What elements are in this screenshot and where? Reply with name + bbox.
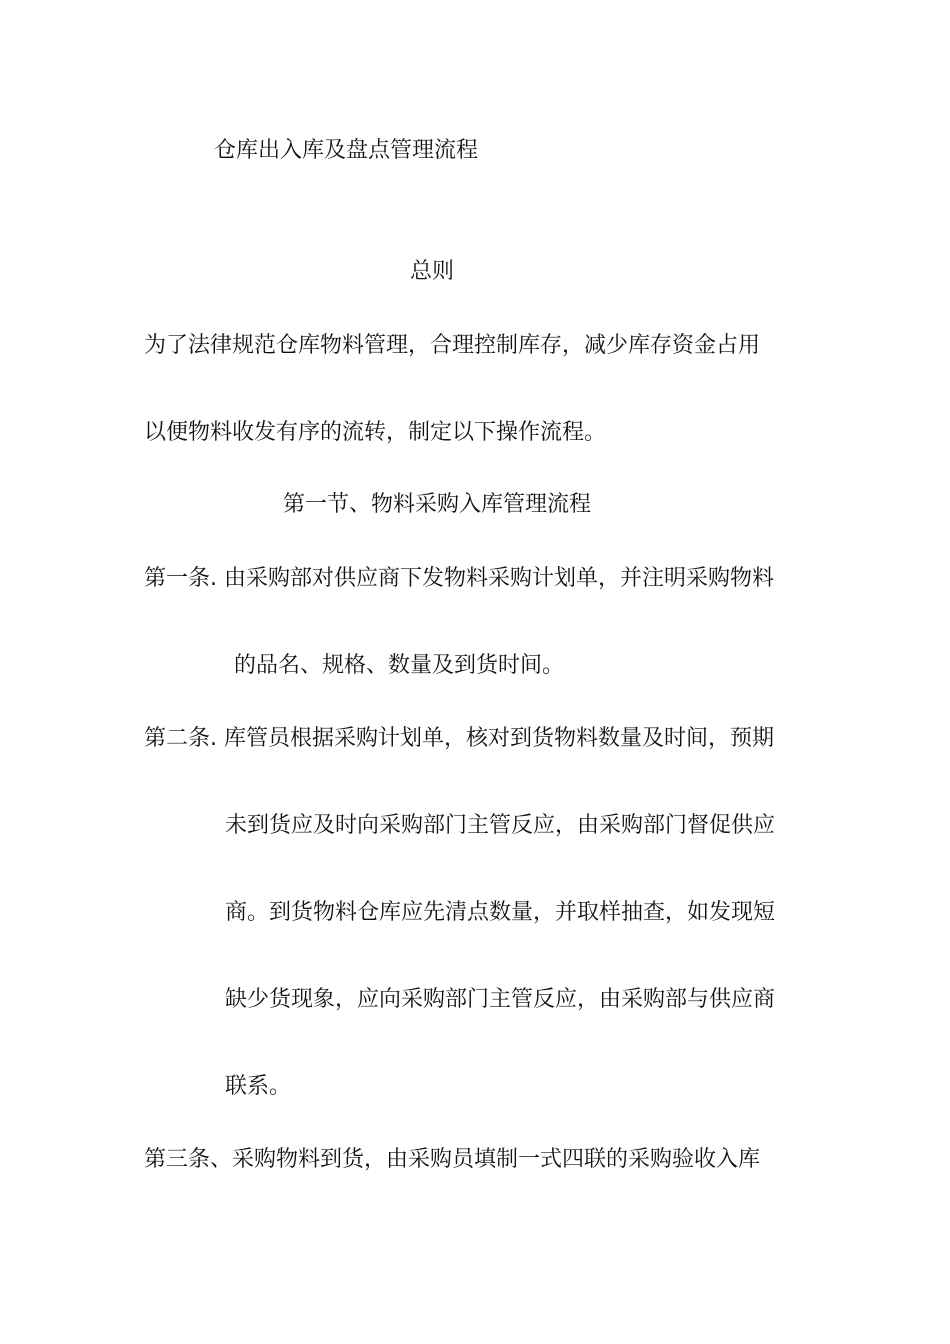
article-2-line: 商。到货物料仓库应先清点数量，并取样抽查，如发现短 <box>225 900 776 925</box>
article-2-line: 联系。 <box>225 1074 292 1099</box>
document-title: 仓库出入库及盘点管理流程 <box>214 138 479 163</box>
intro-line: 为了法律规范仓库物料管理，合理控制库存，减少库存资金占用 <box>144 333 761 358</box>
article-3-line: 第三条、采购物料到货，由采购员填制一式四联的采购验收入库 <box>144 1147 761 1172</box>
article-1-line: 的品名、规格、数量及到货时间。 <box>234 653 565 678</box>
article-2-line: 未到货应及时向采购部门主管反应，由采购部门督促供应 <box>225 813 776 838</box>
article-1-line: 第一条. 由采购部对供应商下发物料采购计划单，并注明采购物料 <box>144 566 774 591</box>
article-2-line: 缺少货现象，应向采购部门主管反应，由采购部与供应商 <box>225 987 776 1012</box>
article-2-line: 第二条. 库管员根据采购计划单，核对到货物料数量及时间，预期 <box>144 726 774 751</box>
general-heading: 总则 <box>410 259 455 284</box>
section-1-heading: 第一节、物料采购入库管理流程 <box>283 492 592 517</box>
intro-line: 以便物料收发有序的流转，制定以下操作流程。 <box>144 420 607 445</box>
